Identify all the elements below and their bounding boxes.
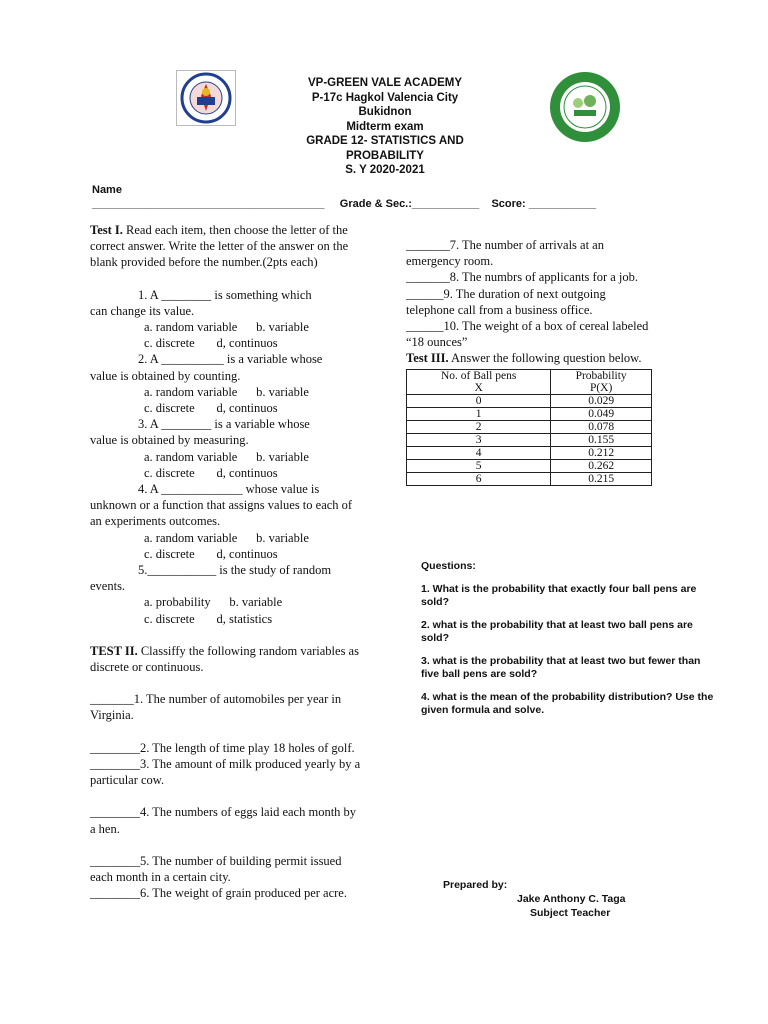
col-header-x: No. of Ball pens X	[407, 369, 551, 394]
question-item: 3. what is the probability that at least two but fewer than five ball pens are sold?	[421, 655, 701, 680]
test2-title: TEST II.	[90, 643, 138, 658]
prepared-by-block	[443, 878, 683, 920]
test2-item: ________5. The number of building permit issued each month in a certain city.	[90, 853, 342, 884]
test3-title: Test III.	[406, 351, 449, 366]
item-options-cd: c. discrete d, continuos	[144, 336, 278, 351]
item-options-ab: a. random variable b. variable	[144, 449, 309, 464]
test2-item: ________4. The numbers of eggs laid each month by a hen.	[90, 805, 357, 836]
item-options-ab: a. probability b. variable	[144, 595, 283, 610]
item-options-cd: c. discrete d, statistics	[144, 611, 273, 626]
name-blank[interactable]: ______________________________________	[92, 198, 325, 210]
table-row: 0 0.029	[407, 394, 652, 407]
col-header-px: Probability P(X)	[551, 369, 652, 394]
item-stem-cont: unknown or a function that assigns values to each of an experiments outcomes.	[90, 498, 353, 529]
test1-instructions: Test I. Read each item, then choose the letter of the correct answer. Write the letter of the answer on the blank provided before the number.(2pts each)	[90, 223, 349, 270]
school-year: S. Y 2020-2021	[345, 164, 425, 176]
item-options-ab: a. random variable b. variable	[144, 384, 309, 399]
test3-instructions: Test III. Answer the following question below.	[406, 351, 642, 366]
question-item: 1. What is the probability that exactly four ball pens are sold?	[421, 583, 697, 608]
teacher-name: Jake Anthony C. Taga	[517, 893, 626, 905]
test1-title: Test I.	[90, 223, 123, 237]
item-stem-cont: events.	[90, 579, 126, 594]
test1-item	[90, 562, 362, 627]
school-province: Bukidnon	[358, 106, 412, 118]
test2-item: ________2. The length of time play 18 holes of golf.	[90, 740, 355, 755]
questions-title: Questions:	[421, 560, 476, 572]
table-row: 5 0.262	[407, 459, 652, 472]
item-stem: 1. A ________ is something which	[138, 287, 312, 302]
table-row: 2 0.078	[407, 420, 652, 433]
table-row: 6 0.215	[407, 472, 652, 485]
item-stem: 4. A _____________ whose value is	[138, 482, 320, 497]
subject-line-2: PROBABILITY	[346, 149, 424, 162]
item-stem-cont: can change its value.	[90, 303, 195, 318]
table-row: 3 0.155	[407, 433, 652, 446]
exam-title: Midterm exam	[346, 120, 424, 133]
item-stem: 3. A ________ is a variable whose	[138, 417, 310, 432]
test2-item: ________3. The amount of milk produced yearly by a particular cow.	[90, 756, 361, 788]
questions-section	[421, 560, 721, 727]
item-stem-cont: value is obtained by measuring.	[90, 433, 249, 448]
test1-item	[90, 287, 362, 352]
prepared-label: Prepared by:	[443, 879, 508, 891]
test1-item	[90, 481, 362, 562]
item-options-ab: a. random variable b. variable	[144, 320, 309, 335]
subject-line-1: GRADE 12- STATISTICS AND	[306, 135, 464, 147]
test2-item: _______7. The number of arrivals at an emergency room.	[406, 238, 604, 269]
table-row: 4 0.212	[407, 446, 652, 459]
score-field[interactable]: Score: ___________	[491, 198, 597, 210]
school-name: VP-GREEN VALE ACADEMY	[308, 77, 462, 89]
question-item: 2. what is the probability that at least two ball pens are sold?	[421, 619, 693, 644]
name-label: Name	[92, 184, 122, 196]
test2-item: ______10. The weight of a box of cereal labeled “18 ounces”	[406, 319, 649, 350]
right-column	[406, 237, 656, 486]
student-info-line	[92, 198, 597, 210]
item-options-cd: c. discrete d, continuos	[144, 401, 278, 416]
test1-item	[90, 416, 362, 481]
probability-table	[406, 369, 652, 486]
school-address: P-17c Hagkol Valencia City	[311, 91, 459, 104]
test2-item: ______9. The duration of next outgoing telephone call from a business office.	[406, 286, 606, 317]
test2-item: ________6. The weight of grain produced per acre.	[90, 886, 347, 901]
exam-header	[260, 76, 510, 178]
question-item: 4. what is the mean of the probability distribution? Use the given formula and solve.	[421, 691, 714, 716]
test1-item	[90, 351, 362, 416]
item-options-cd: c. discrete d, continuos	[144, 465, 278, 480]
item-stem: 2. A __________ is a variable whose	[138, 352, 323, 367]
item-options-cd: c. discrete d, continuos	[144, 546, 278, 561]
table-row: 1 0.049	[407, 407, 652, 420]
test2-item: _______8. The numbrs of applicants for a job.	[406, 270, 639, 285]
teacher-role: Subject Teacher	[530, 907, 611, 919]
test2-instructions: TEST II. Classiffy the following random variables as discrete or continuous.	[90, 643, 359, 675]
grade-section-field[interactable]: Grade & Sec.:___________	[339, 198, 480, 210]
item-stem-cont: value is obtained by counting.	[90, 368, 241, 383]
school-seal-icon	[548, 70, 622, 144]
left-column	[90, 222, 362, 901]
test2-item: _______1. The number of automobiles per year in Virginia.	[90, 692, 342, 723]
item-stem: 5.___________ is the study of random	[138, 563, 332, 578]
table-header-row	[407, 369, 652, 394]
item-options-ab: a. random variable b. variable	[144, 530, 309, 545]
deped-seal-icon	[176, 70, 236, 126]
